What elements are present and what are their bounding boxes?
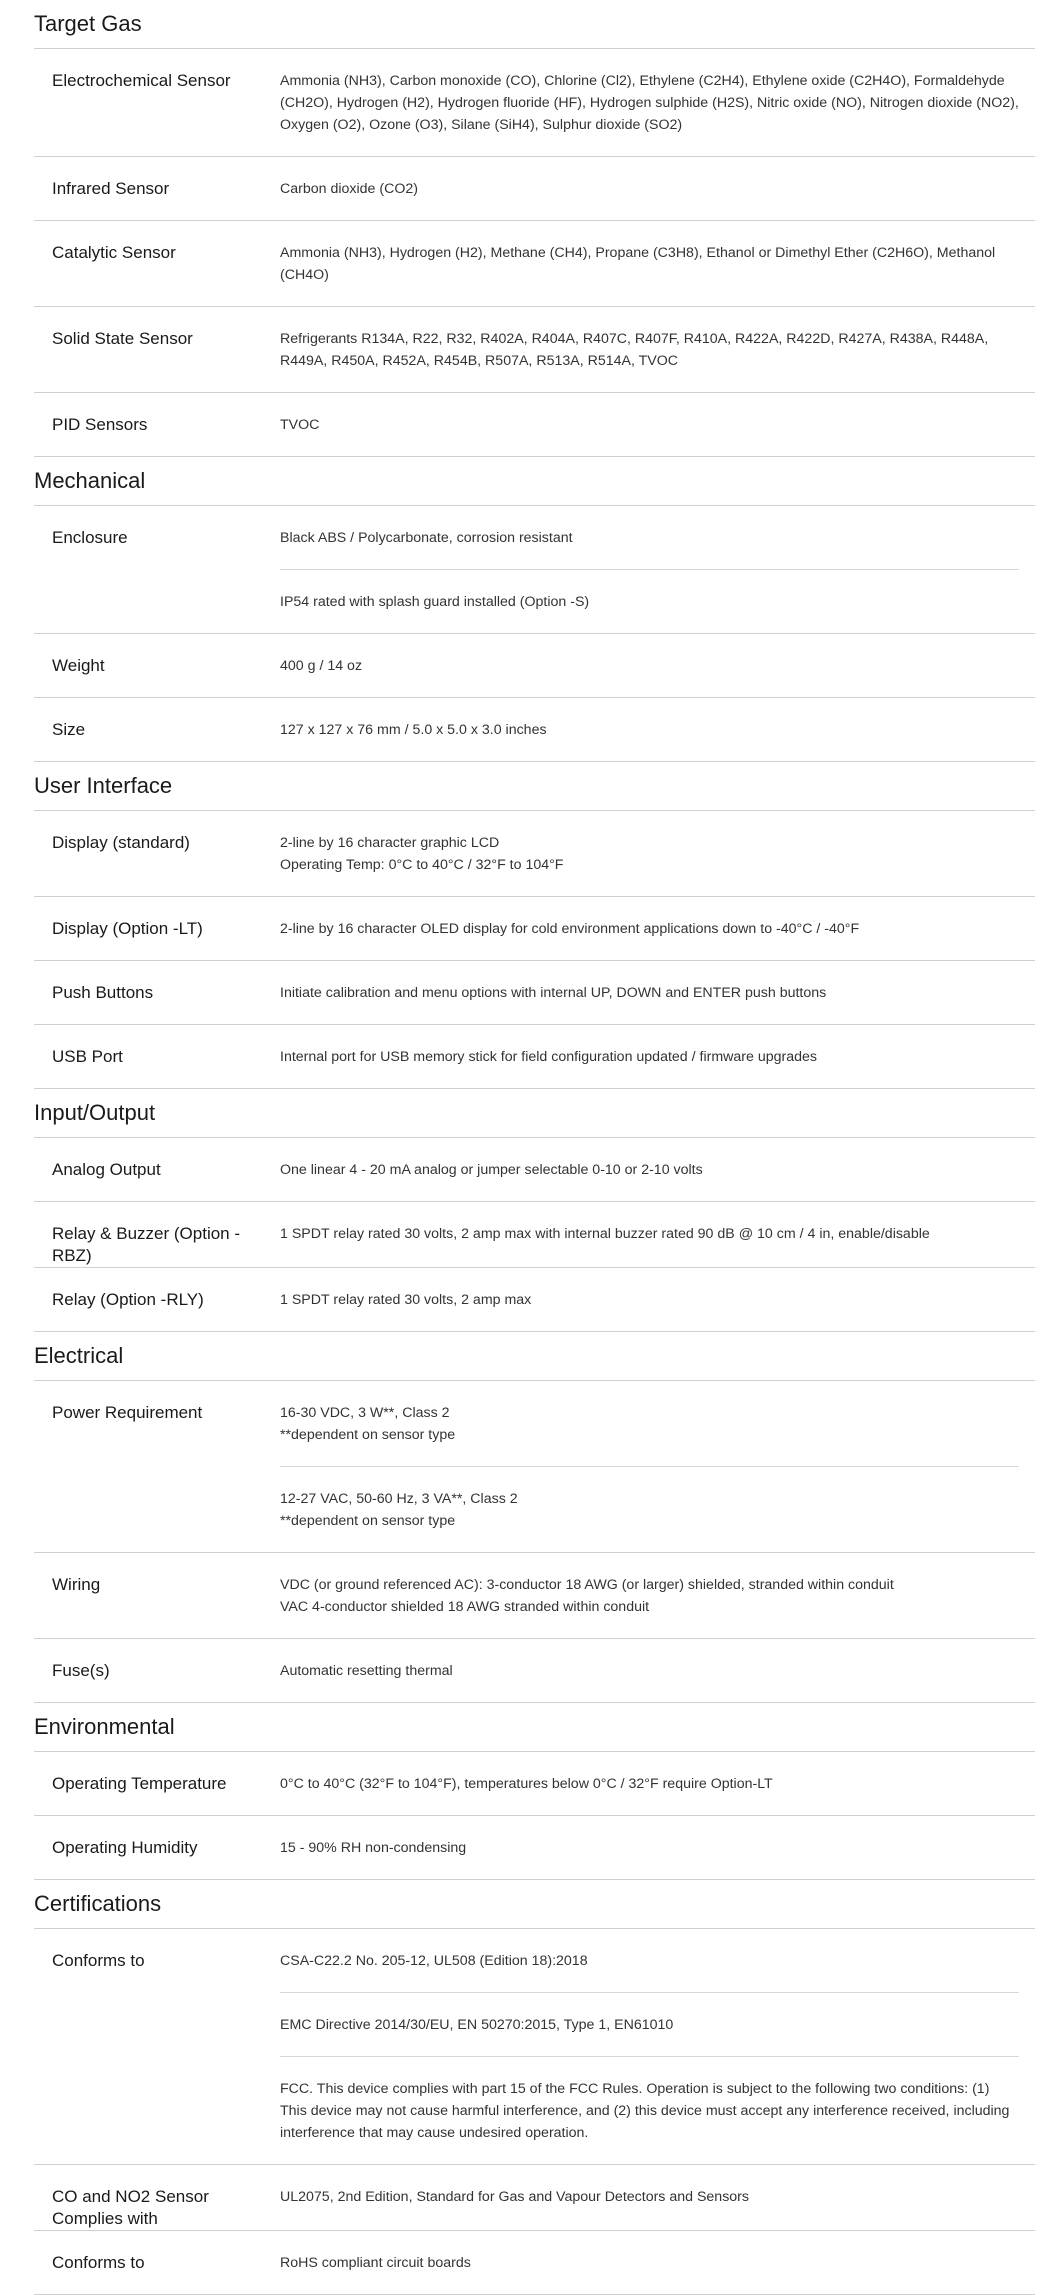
spec-values xyxy=(280,1138,1035,1201)
spec-row xyxy=(34,307,1035,393)
spec-value xyxy=(280,1992,1019,2056)
section-title-input-output: Input/Output xyxy=(34,1089,1035,1138)
spec-values xyxy=(280,1553,1035,1638)
spec-value xyxy=(280,506,1019,569)
spec-value xyxy=(280,569,1019,633)
spec-label: Analog Output xyxy=(52,1160,161,1179)
spec-value-line: Internal port for USB memory stick for field configuration updated / firmware upgrades xyxy=(280,1049,818,1065)
spec-values xyxy=(280,1929,1035,2164)
spec-values xyxy=(280,1381,1035,1552)
spec-value-line: One linear 4 - 20 mA analog or jumper selectable 0-10 or 2-10 volts xyxy=(280,1162,703,1178)
spec-values xyxy=(280,1268,1035,1331)
spec-value-line: EMC Directive 2014/30/EU, EN 50270:2015, Type 1, EN61010 xyxy=(280,2017,674,2033)
spec-value xyxy=(280,2165,1019,2228)
spec-label: Enclosure xyxy=(52,528,128,547)
spec-value xyxy=(280,961,1019,1024)
spec-row xyxy=(34,634,1035,698)
spec-value xyxy=(280,221,1019,306)
spec-value xyxy=(280,811,1019,896)
spec-value-line: 0°C to 40°C (32°F to 104°F), temperatures below 0°C / 32°F require Option-LT xyxy=(280,1776,773,1792)
spec-values xyxy=(280,221,1035,306)
spec-values xyxy=(280,49,1035,156)
spec-value-line: 12-27 VAC, 50-60 Hz, 3 VA**, Class 2 xyxy=(280,1491,518,1507)
section-title-electrical: Electrical xyxy=(34,1332,1035,1381)
spec-value xyxy=(280,1466,1019,1552)
section-title-certifications: Certifications xyxy=(34,1880,1035,1929)
spec-row xyxy=(34,49,1035,157)
spec-value xyxy=(280,1929,1019,1992)
spec-row xyxy=(34,1816,1035,1880)
spec-value xyxy=(280,1138,1019,1201)
spec-value-line: 1 SPDT relay rated 30 volts, 2 amp max xyxy=(280,1292,532,1308)
spec-value-line: 1 SPDT relay rated 30 volts, 2 amp max with internal buzzer rated 90 dB @ 10 cm / 4 in, enable/disable xyxy=(280,1226,930,1242)
spec-value-line: 400 g / 14 oz xyxy=(280,658,363,674)
spec-value-line: Initiate calibration and menu options with internal UP, DOWN and ENTER push buttons xyxy=(280,985,827,1001)
spec-label: Solid State Sensor xyxy=(52,329,193,348)
spec-label: Fuse(s) xyxy=(52,1661,110,1680)
spec-value-line: **dependent on sensor type xyxy=(280,1513,456,1529)
spec-label: Relay & Buzzer (Option -RBZ) xyxy=(52,1224,241,1265)
spec-values xyxy=(280,157,1035,220)
spec-row xyxy=(34,393,1035,457)
spec-label: Power Requirement xyxy=(52,1403,203,1422)
spec-value-line: VAC 4-conductor shielded 18 AWG stranded within conduit xyxy=(280,1599,650,1615)
spec-label: Operating Temperature xyxy=(52,1774,227,1793)
spec-value xyxy=(280,2231,1019,2294)
spec-value-line: 127 x 127 x 76 mm / 5.0 x 5.0 x 3.0 inches xyxy=(280,722,547,738)
section-title-mechanical: Mechanical xyxy=(34,457,1035,506)
spec-label: USB Port xyxy=(52,1047,123,1066)
spec-values xyxy=(280,961,1035,1024)
spec-value-line: **dependent on sensor type xyxy=(280,1427,456,1443)
spec-label: Push Buttons xyxy=(52,983,154,1002)
spec-value-line: Ammonia (NH3), Carbon monoxide (CO), Chlorine (Cl2), Ethylene (C2H4), Ethylene oxide (C2H4O), Formaldehyde (CH2O), Hydrogen (H2), Hydrogen fluoride (HF), Hydrogen sulphide (H2S), Nitric oxide (NO), Nitrogen dioxide (NO2), Oxygen (O2), Ozone (O3), Silane (SiH4), Sulphur dioxide (SO2) xyxy=(280,73,1019,133)
spec-row xyxy=(34,1025,1035,1089)
spec-row xyxy=(34,1138,1035,1202)
spec-row xyxy=(34,157,1035,221)
spec-row xyxy=(34,811,1035,897)
spec-value-line: Carbon dioxide (CO2) xyxy=(280,181,418,197)
spec-value-line: Refrigerants R134A, R22, R32, R402A, R404A, R407C, R407F, R410A, R422A, R422D, R427A, R438A, R448A, R449A, R450A, R452A, R454B, R507A, R513A, R514A, TVOC xyxy=(280,331,989,369)
spec-values xyxy=(280,897,1035,960)
spec-values xyxy=(280,1025,1035,1088)
spec-row xyxy=(34,1639,1035,1703)
spec-value-line: IP54 rated with splash guard installed (Option -S) xyxy=(280,594,590,610)
spec-label: Conforms to xyxy=(52,2253,145,2272)
spec-value-line: RoHS compliant circuit boards xyxy=(280,2255,471,2271)
spec-values xyxy=(280,506,1035,633)
spec-label: Wiring xyxy=(52,1575,101,1594)
spec-value xyxy=(280,2056,1019,2164)
spec-values xyxy=(280,307,1035,392)
spec-values xyxy=(280,811,1035,896)
spec-label: Catalytic Sensor xyxy=(52,243,176,262)
spec-row xyxy=(34,1752,1035,1816)
spec-values xyxy=(280,1202,1035,1267)
spec-value xyxy=(280,1639,1019,1702)
spec-value xyxy=(280,1268,1019,1331)
spec-label: Size xyxy=(52,720,86,739)
spec-value-line: Black ABS / Polycarbonate, corrosion resistant xyxy=(280,530,573,546)
spec-value xyxy=(280,1816,1019,1879)
spec-value-line: CSA-C22.2 No. 205-12, UL508 (Edition 18):2018 xyxy=(280,1953,588,1969)
spec-row xyxy=(34,897,1035,961)
section-title-environmental: Environmental xyxy=(34,1703,1035,1752)
spec-label: Operating Humidity xyxy=(52,1838,198,1857)
spec-value-line: TVOC xyxy=(280,417,320,433)
spec-row xyxy=(34,1553,1035,1639)
spec-label: Display (Option -LT) xyxy=(52,919,203,938)
spec-row xyxy=(34,221,1035,307)
spec-value xyxy=(280,1752,1019,1815)
spec-row xyxy=(34,961,1035,1025)
spec-value-line: 15 - 90% RH non-condensing xyxy=(280,1840,467,1856)
spec-value-line: 2-line by 16 character graphic LCD xyxy=(280,835,500,851)
spec-row xyxy=(34,1929,1035,2165)
spec-label: Weight xyxy=(52,656,105,675)
spec-row xyxy=(34,506,1035,634)
spec-value xyxy=(280,49,1019,156)
spec-values xyxy=(280,2165,1035,2230)
spec-values xyxy=(280,1752,1035,1815)
spec-values xyxy=(280,2231,1035,2294)
spec-value-line: Automatic resetting thermal xyxy=(280,1663,453,1679)
section-title-target-gas: Target Gas xyxy=(34,0,1035,49)
spec-value xyxy=(280,393,1019,456)
spec-values xyxy=(280,1639,1035,1702)
spec-value xyxy=(280,1025,1019,1088)
spec-value-line: 2-line by 16 character OLED display for cold environment applications down to -40°C / -40°F xyxy=(280,921,860,937)
spec-row xyxy=(34,2165,1035,2231)
spec-value-line: Ammonia (NH3), Hydrogen (H2), Methane (CH4), Propane (C3H8), Ethanol or Dimethyl Ether (C2H6O), Methanol (CH4O) xyxy=(280,245,996,283)
spec-values xyxy=(280,1816,1035,1879)
spec-label: Infrared Sensor xyxy=(52,179,170,198)
spec-value xyxy=(280,1202,1019,1265)
spec-label: Electrochemical Sensor xyxy=(52,71,231,90)
spec-row xyxy=(34,1381,1035,1553)
spec-label: Conforms to xyxy=(52,1951,145,1970)
spec-values xyxy=(280,698,1035,761)
spec-label: CO and NO2 Sensor Complies with xyxy=(52,2187,209,2228)
spec-row xyxy=(34,698,1035,762)
spec-value xyxy=(280,307,1019,392)
spec-value xyxy=(280,897,1019,960)
spec-row xyxy=(34,1202,1035,1268)
spec-value xyxy=(280,157,1019,220)
spec-values xyxy=(280,393,1035,456)
spec-value xyxy=(280,698,1019,761)
spec-values xyxy=(280,634,1035,697)
spec-value xyxy=(280,1381,1019,1466)
spec-value-line: VDC (or ground referenced AC): 3-conductor 18 AWG (or larger) shielded, stranded within conduit xyxy=(280,1577,894,1593)
spec-value-line: 16-30 VDC, 3 W**, Class 2 xyxy=(280,1405,450,1421)
section-title-user-interface: User Interface xyxy=(34,762,1035,811)
spec-value-line: Operating Temp: 0°C to 40°C / 32°F to 104°F xyxy=(280,857,564,873)
spec-value-line: UL2075, 2nd Edition, Standard for Gas and Vapour Detectors and Sensors xyxy=(280,2189,750,2205)
spec-value-line: FCC. This device complies with part 15 of the FCC Rules. Operation is subject to the following two conditions: (1) This device may not cause harmful interference, and (2) this device must accept any interference received, including interference that may cause undesired operation. xyxy=(280,2081,1010,2141)
spec-label: Relay (Option -RLY) xyxy=(52,1290,204,1309)
spec-label: Display (standard) xyxy=(52,833,190,852)
spec-value xyxy=(280,1553,1019,1638)
spec-label: PID Sensors xyxy=(52,415,148,434)
spec-row xyxy=(34,1268,1035,1332)
spec-value xyxy=(280,634,1019,697)
spec-row xyxy=(34,2231,1035,2295)
